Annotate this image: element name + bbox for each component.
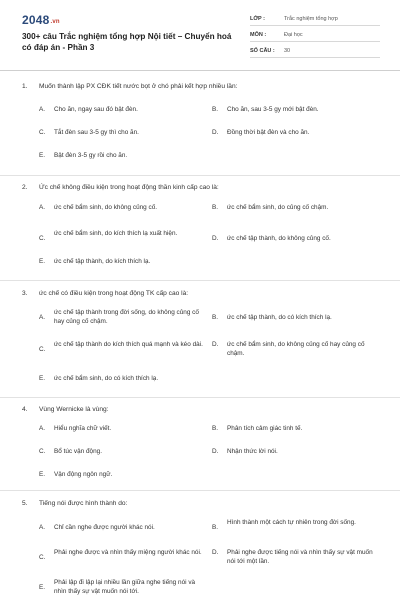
question-number: 4. (22, 406, 28, 413)
header-divider (0, 70, 400, 71)
question-text: ức chế có điều kiện trong hoạt động TK cấp cao là: (39, 290, 189, 297)
question-number: 1. (22, 83, 28, 90)
question-number: 3. (22, 290, 28, 297)
question-text: Muốn thành lập PX CĐK tiết nước bọt ở chó phải kết hợp nhiều lần: (39, 83, 238, 90)
question-divider (0, 280, 400, 281)
document-title: 300+ câu Trắc nghiệm tổng hợp Nội tiết – Chuyển hoá có đáp án - Phần 3 (22, 32, 232, 52)
meta-value: Trắc nghiệm tổng hợp (284, 15, 338, 22)
question-text: Ức chế không điều kiện trong hoạt động thần kinh cấp cao là: (39, 184, 219, 191)
question-divider (0, 490, 400, 491)
site-logo[interactable]: 2048.vn (22, 13, 60, 27)
question-5: 5. Tiếng nói được hình thành do: A. Chỉ cần nghe được người khác nói. B. Hình thành một cách tự nhiên trong đời sống. C. Phải nghe được và nhìn thấy miệng người khác nói. D. Phải nghe được tiếng nói và nhìn thấy sự vật muốn nói tới một lần. E. Phải lập đi lập lại nhiều lần giữa nghe tiếng nói và nhìn thấy sự vật muốn nói tới. (0, 496, 400, 596)
meta-row-subject (250, 28, 380, 42)
question-2: 2. Ức chế không điều kiện trong hoạt động thần kinh cấp cao là: A. ức chế bẩm sinh, do không củng cố. B. ức chế bẩm sinh, do củng cố chậm. C. ức chế bẩm sinh, do kích thích lạ xuất hiện. D. ức chế tập thành, do không củng cố. E. ức chế tập thành, do kích thích lạ. (0, 180, 400, 286)
question-number: 5. (22, 500, 28, 507)
meta-label: LỚP : (250, 15, 265, 22)
meta-label: MÔN : (250, 31, 267, 38)
question-list (0, 79, 400, 596)
question-divider (0, 397, 400, 398)
question-divider (0, 175, 400, 176)
question-text: Tiếng nói được hình thành do: (39, 500, 128, 507)
question-1: 1. Muốn thành lập PX CĐK tiết nước bọt ở chó phải kết hợp nhiều lần: A. Cho ăn, ngay sau đó bật đèn. B. Cho ăn, sau 3-5 gy mới bật đèn. C. Tắt đèn sau 3-5 gy thì cho ăn. D. Đồng thời bật đèn và cho ăn. E. Bật đèn 3-5 gy rồi cho ăn. (0, 79, 400, 180)
meta-row-class (250, 12, 380, 26)
question-3: 3. ức chế có điều kiện trong hoạt động TK cấp cao là: A. ức chế tập thành trong đời sống, do không củng cố hay củng cố chậm. B. ức chế tập thành, do có kích thích lạ. C. ức chế tập thành do kích thích quá mạnh và kéo dài. D. ức chế bẩm sinh, do không củng cố hay củng cố chậm. E. ức chế bẩm sinh, do có kích thích lạ. (0, 286, 400, 402)
question-number: 2. (22, 184, 28, 191)
page-header (0, 0, 400, 62)
question-4: 4. Vùng Wernicke là vùng: A. Hiểu nghĩa chữ viết. B. Phân tích cảm giác tinh tế. C. Bổ túc vận động. D. Nhận thức lời nói. E. Vận động ngôn ngữ. (0, 402, 400, 496)
meta-label: SỐ CÂU : (250, 47, 275, 54)
meta-row-count (250, 44, 380, 58)
meta-value: 30 (284, 47, 291, 54)
meta-value: Đại học (284, 31, 303, 38)
question-text: Vùng Wernicke là vùng: (39, 406, 109, 413)
meta-table (250, 12, 380, 60)
